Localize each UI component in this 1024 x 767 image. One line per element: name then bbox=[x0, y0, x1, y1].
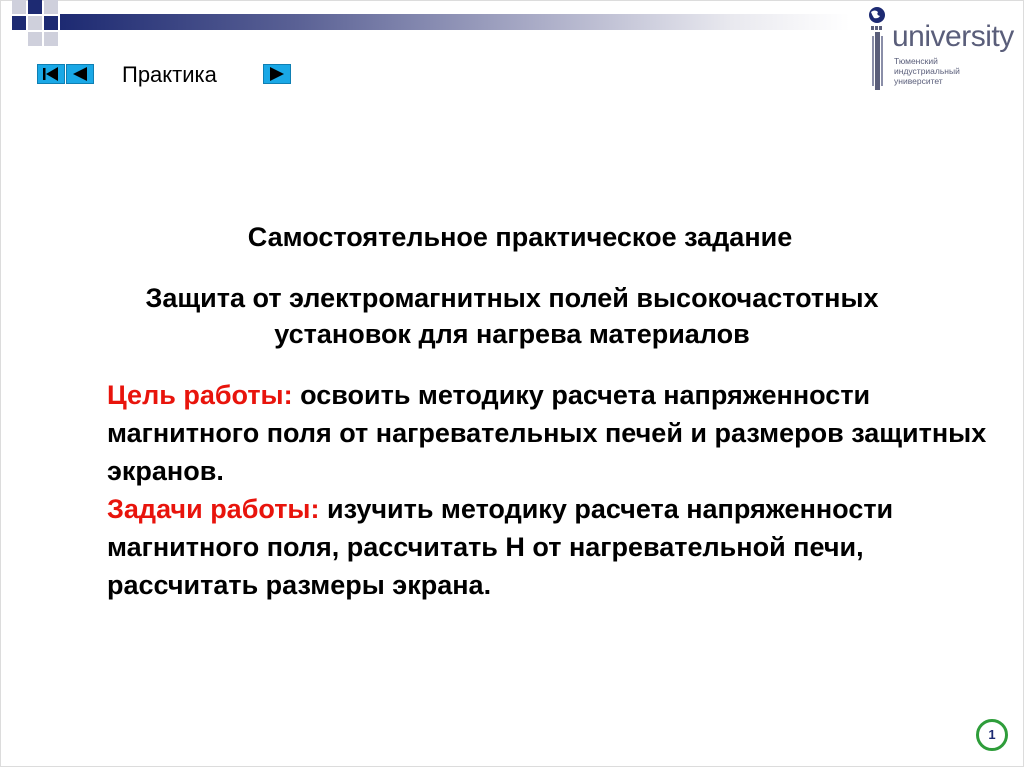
logo-subtitle-line: Тюменский bbox=[894, 56, 938, 66]
goal-paragraph bbox=[107, 376, 987, 490]
decor-square bbox=[12, 16, 26, 30]
globe-icon bbox=[869, 7, 885, 23]
tasks-text: изучить методику расчета напряженности магнитного поля, рассчитать Н от нагревательной печи, рассчитать размеры экрана. bbox=[107, 494, 894, 600]
logo-wordmark: university bbox=[892, 20, 1014, 53]
previous-slide-icon bbox=[67, 65, 93, 83]
tasks-label: Задачи работы: bbox=[107, 494, 320, 524]
logo-subtitle-line: индустриальный bbox=[894, 66, 960, 76]
next-slide-button[interactable] bbox=[263, 64, 291, 84]
section-title: Практика bbox=[122, 62, 217, 87]
logo-subtitle-line: университет bbox=[894, 76, 943, 86]
decor-square bbox=[44, 0, 58, 14]
decor-square bbox=[44, 16, 58, 30]
first-slide-icon bbox=[38, 65, 64, 83]
logo-subtitle bbox=[894, 56, 1004, 86]
first-slide-button[interactable] bbox=[37, 64, 65, 84]
page-number-badge: 1 bbox=[976, 719, 1008, 751]
decor-square bbox=[28, 16, 42, 30]
university-logo bbox=[866, 6, 1022, 90]
slide-subtitle bbox=[62, 280, 962, 352]
next-slide-icon bbox=[264, 65, 290, 83]
decor-square bbox=[44, 32, 58, 46]
goal-text: освоить методику расчета напряженности магнитного поля от нагревательных печей и размеров защитных экранов. bbox=[107, 380, 987, 486]
slide-title: Самостоятельное практическое задание bbox=[247, 222, 793, 252]
previous-slide-button[interactable] bbox=[66, 64, 94, 84]
decor-square bbox=[28, 32, 42, 46]
subtitle-line: установок для нагрева материалов bbox=[274, 319, 750, 349]
tasks-paragraph bbox=[107, 490, 987, 604]
subtitle-line: Защита от электромагнитных полей высокочастотных bbox=[145, 283, 879, 313]
goal-label: Цель работы: bbox=[107, 380, 293, 410]
decor-square bbox=[12, 0, 26, 14]
decor-square bbox=[28, 0, 42, 14]
header-gradient-bar bbox=[60, 14, 850, 30]
body-text bbox=[107, 376, 987, 604]
